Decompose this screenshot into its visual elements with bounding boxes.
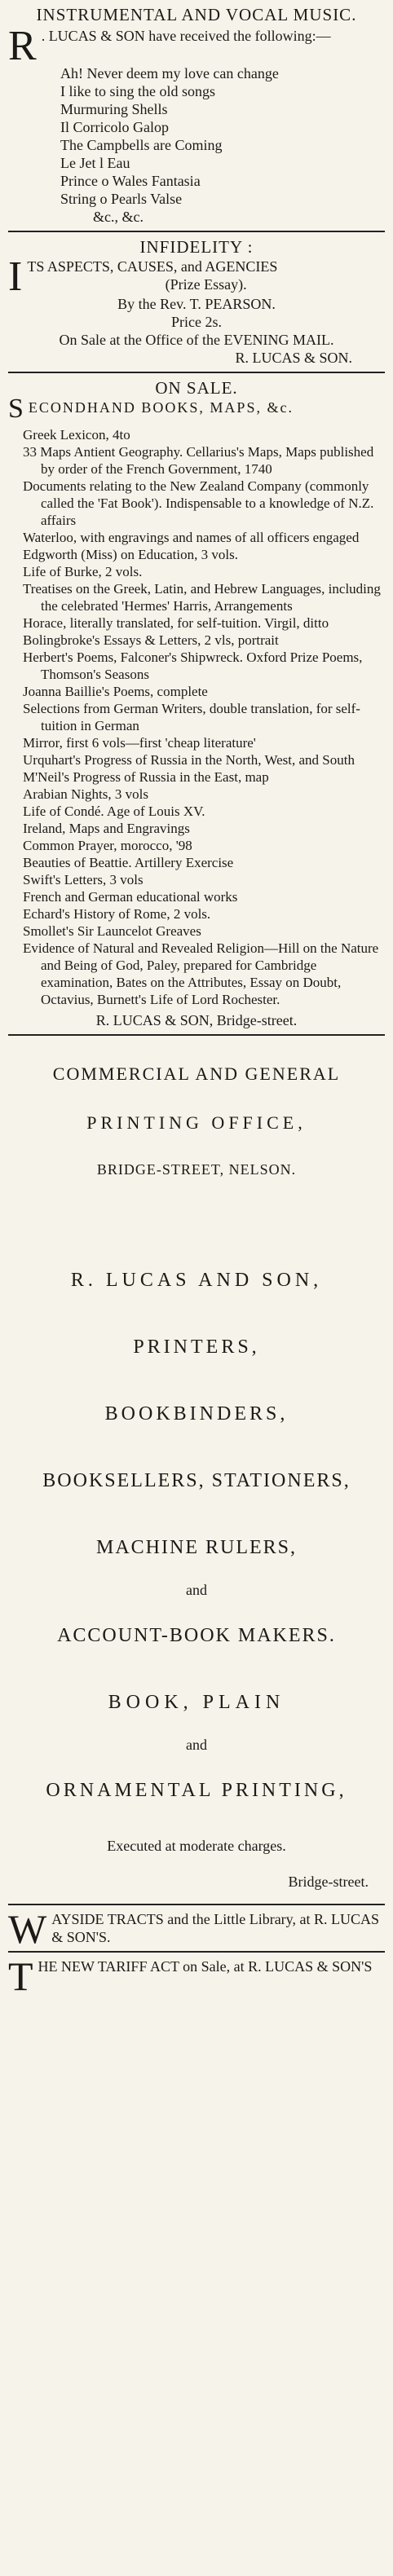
tariff-act-advert: [8, 1953, 385, 1999]
list-item: The Campbells are Coming: [60, 137, 223, 153]
wayside-text-block: [8, 1906, 385, 1952]
list-item: Life of Condé. Age of Louis XV.: [23, 804, 205, 819]
wayside-text: AYSIDE TRACTS and the Little Library, at R. LUCAS & SON'S.: [51, 1911, 380, 1945]
music-dropcap: R: [8, 23, 37, 69]
music-lead: [8, 23, 385, 69]
list-item: Beauties of Beattie. Artillery Exercise: [23, 855, 234, 870]
list-item: Life of Burke, 2 vols.: [23, 564, 143, 579]
list-item: Le Jet l Eau: [60, 155, 130, 171]
list-item: Il Corricolo Galop: [60, 119, 169, 135]
list-item: Herbert's Poems, Falconer's Shipwreck. Oxford Prize Poems, Thomson's Seasons: [23, 650, 363, 682]
infidelity-title: INFIDELITY :: [139, 237, 254, 257]
infidelity-sale: On Sale at the Office of the EVENING MAIL.: [59, 332, 334, 348]
printing-line2: PRINTING OFFICE,: [86, 1112, 307, 1133]
list-item: Common Prayer, morocco, '98: [23, 838, 192, 853]
list-item: 33 Maps Antient Geography. Cellarius's Maps, Maps published by order of the French Government, 1740: [23, 444, 374, 477]
firm-name: R. LUCAS AND SON,: [70, 1270, 323, 1291]
list-item: Urquhart's Progress of Russia in the North, West, and South: [23, 752, 355, 768]
list-item: Arabian Nights, 3 vols: [23, 786, 148, 802]
books-sign: R. LUCAS & SON, Bridge-street.: [95, 1012, 298, 1028]
infidelity-sign: R. LUCAS & SON.: [235, 350, 352, 366]
list-item: French and German educational works: [23, 889, 238, 905]
list-item: Joanna Baillie's Poems, complete: [23, 684, 208, 699]
list-item: Horace, literally translated, for self-tuition. Virgil, ditto: [23, 615, 329, 631]
list-item: Waterloo, with engravings and names of all officers engaged: [23, 530, 360, 545]
trade-and: and: [186, 1582, 207, 1598]
wayside-tracts-advert: [8, 1906, 385, 1952]
trade-account-book: ACCOUNT-BOOK MAKERS.: [57, 1625, 336, 1646]
books-list: [8, 426, 385, 1008]
list-item: Selections from German Writers, double translation, for self-tuition in German: [23, 701, 360, 733]
music-title: INSTRUMENTAL AND VOCAL MUSIC.: [36, 5, 357, 24]
newspaper-column: [0, 5, 393, 2576]
list-item: Evidence of Natural and Revealed Religion—Hill on the Nature and Being of God, Paley, prepared for Cambridge examination, Bates on the Attributes, Essay on Doubt, Octavius, Burnett's Life of Lord Rochester.: [23, 940, 379, 1007]
tariff-text-block: [8, 1953, 385, 1999]
list-item: Greek Lexicon, 4to: [23, 427, 130, 443]
divider: [8, 1904, 385, 1905]
books-lead-text: ECONDHAND BOOKS, MAPS, &c.: [28, 399, 294, 416]
list-item: Treatises on the Greek, Latin, and Hebrew Languages, including the celebrated 'Hermes' Harris, Arrangements: [23, 581, 381, 614]
tariff-dropcap: T: [8, 1953, 33, 1999]
music-lead-text: . LUCAS & SON have received the following:—: [41, 28, 331, 44]
books-title: ON SALE.: [155, 378, 238, 398]
books-lead: [8, 394, 385, 424]
printing-line3: BRIDGE-STREET, NELSON.: [96, 1161, 297, 1178]
printing-sign: Bridge-street.: [288, 1874, 369, 1890]
infidelity-sub: (Prize Essay).: [165, 276, 247, 293]
list-item: I like to sing the old songs: [60, 83, 215, 99]
trade-bookbinders: BOOKBINDERS,: [104, 1403, 289, 1425]
infidelity-dropcap: I: [8, 253, 23, 300]
infidelity-advert: [8, 237, 385, 367]
music-list: [8, 64, 385, 226]
trade-machine-rulers: MACHINE RULERS,: [95, 1537, 297, 1558]
list-item: Echard's History of Rome, 2 vols.: [23, 906, 211, 922]
list-item: &c., &c.: [93, 209, 144, 225]
books-advert: [8, 378, 385, 1029]
list-item: Murmuring Shells: [60, 101, 168, 117]
infidelity-lead: [8, 253, 385, 300]
trade-book-plain: BOOK, PLAIN: [108, 1692, 285, 1713]
trade-ornamental: ORNAMENTAL PRINTING,: [46, 1780, 347, 1801]
list-item: Prince o Wales Fantasia: [60, 173, 201, 189]
list-item: Ah! Never deem my love can change: [60, 65, 279, 81]
infidelity-lead-text: TS ASPECTS, CAUSES, and AGENCIES: [27, 258, 278, 275]
list-item: Smollet's Sir Launcelot Greaves: [23, 923, 201, 939]
list-item: Swift's Letters, 3 vols: [23, 872, 144, 887]
list-item: Edgworth (Miss) on Education, 3 vols.: [23, 547, 238, 562]
divider: [8, 1951, 385, 1953]
list-item: String o Pearls Valse: [60, 191, 183, 207]
infidelity-price: Price 2s.: [171, 314, 222, 330]
infidelity-author: By the Rev. T. PEARSON.: [117, 296, 276, 312]
trade-booksellers: BOOKSELLERS, STATIONERS,: [42, 1470, 351, 1491]
divider: [8, 1034, 385, 1036]
list-item: Mirror, first 6 vols—first 'cheap literature': [23, 735, 256, 751]
wayside-dropcap: W: [8, 1906, 47, 1952]
list-item: M'Neil's Progress of Russia in the East, map: [23, 769, 269, 785]
list-item: Documents relating to the New Zealand Company (commonly called the 'Fat Book'). Indispensable to a knowledge of N.Z. affairs: [23, 478, 374, 528]
trade-printers: PRINTERS,: [133, 1336, 260, 1358]
divider: [8, 372, 385, 373]
divider: [8, 231, 385, 232]
music-advert: [8, 5, 385, 226]
list-item: Bolingbroke's Essays & Letters, 2 vls, portrait: [23, 632, 279, 648]
tariff-text: HE NEW TARIFF ACT on Sale, at R. LUCAS & SON'S: [38, 1958, 373, 1975]
executed-note: Executed at moderate charges.: [107, 1838, 286, 1854]
list-item: Ireland, Maps and Engravings: [23, 821, 190, 836]
printing-office-advert: [8, 1041, 385, 1891]
books-dropcap: S: [8, 394, 24, 424]
printing-line1: COMMERCIAL AND GENERAL: [52, 1063, 341, 1084]
trade-and: and: [186, 1737, 207, 1753]
